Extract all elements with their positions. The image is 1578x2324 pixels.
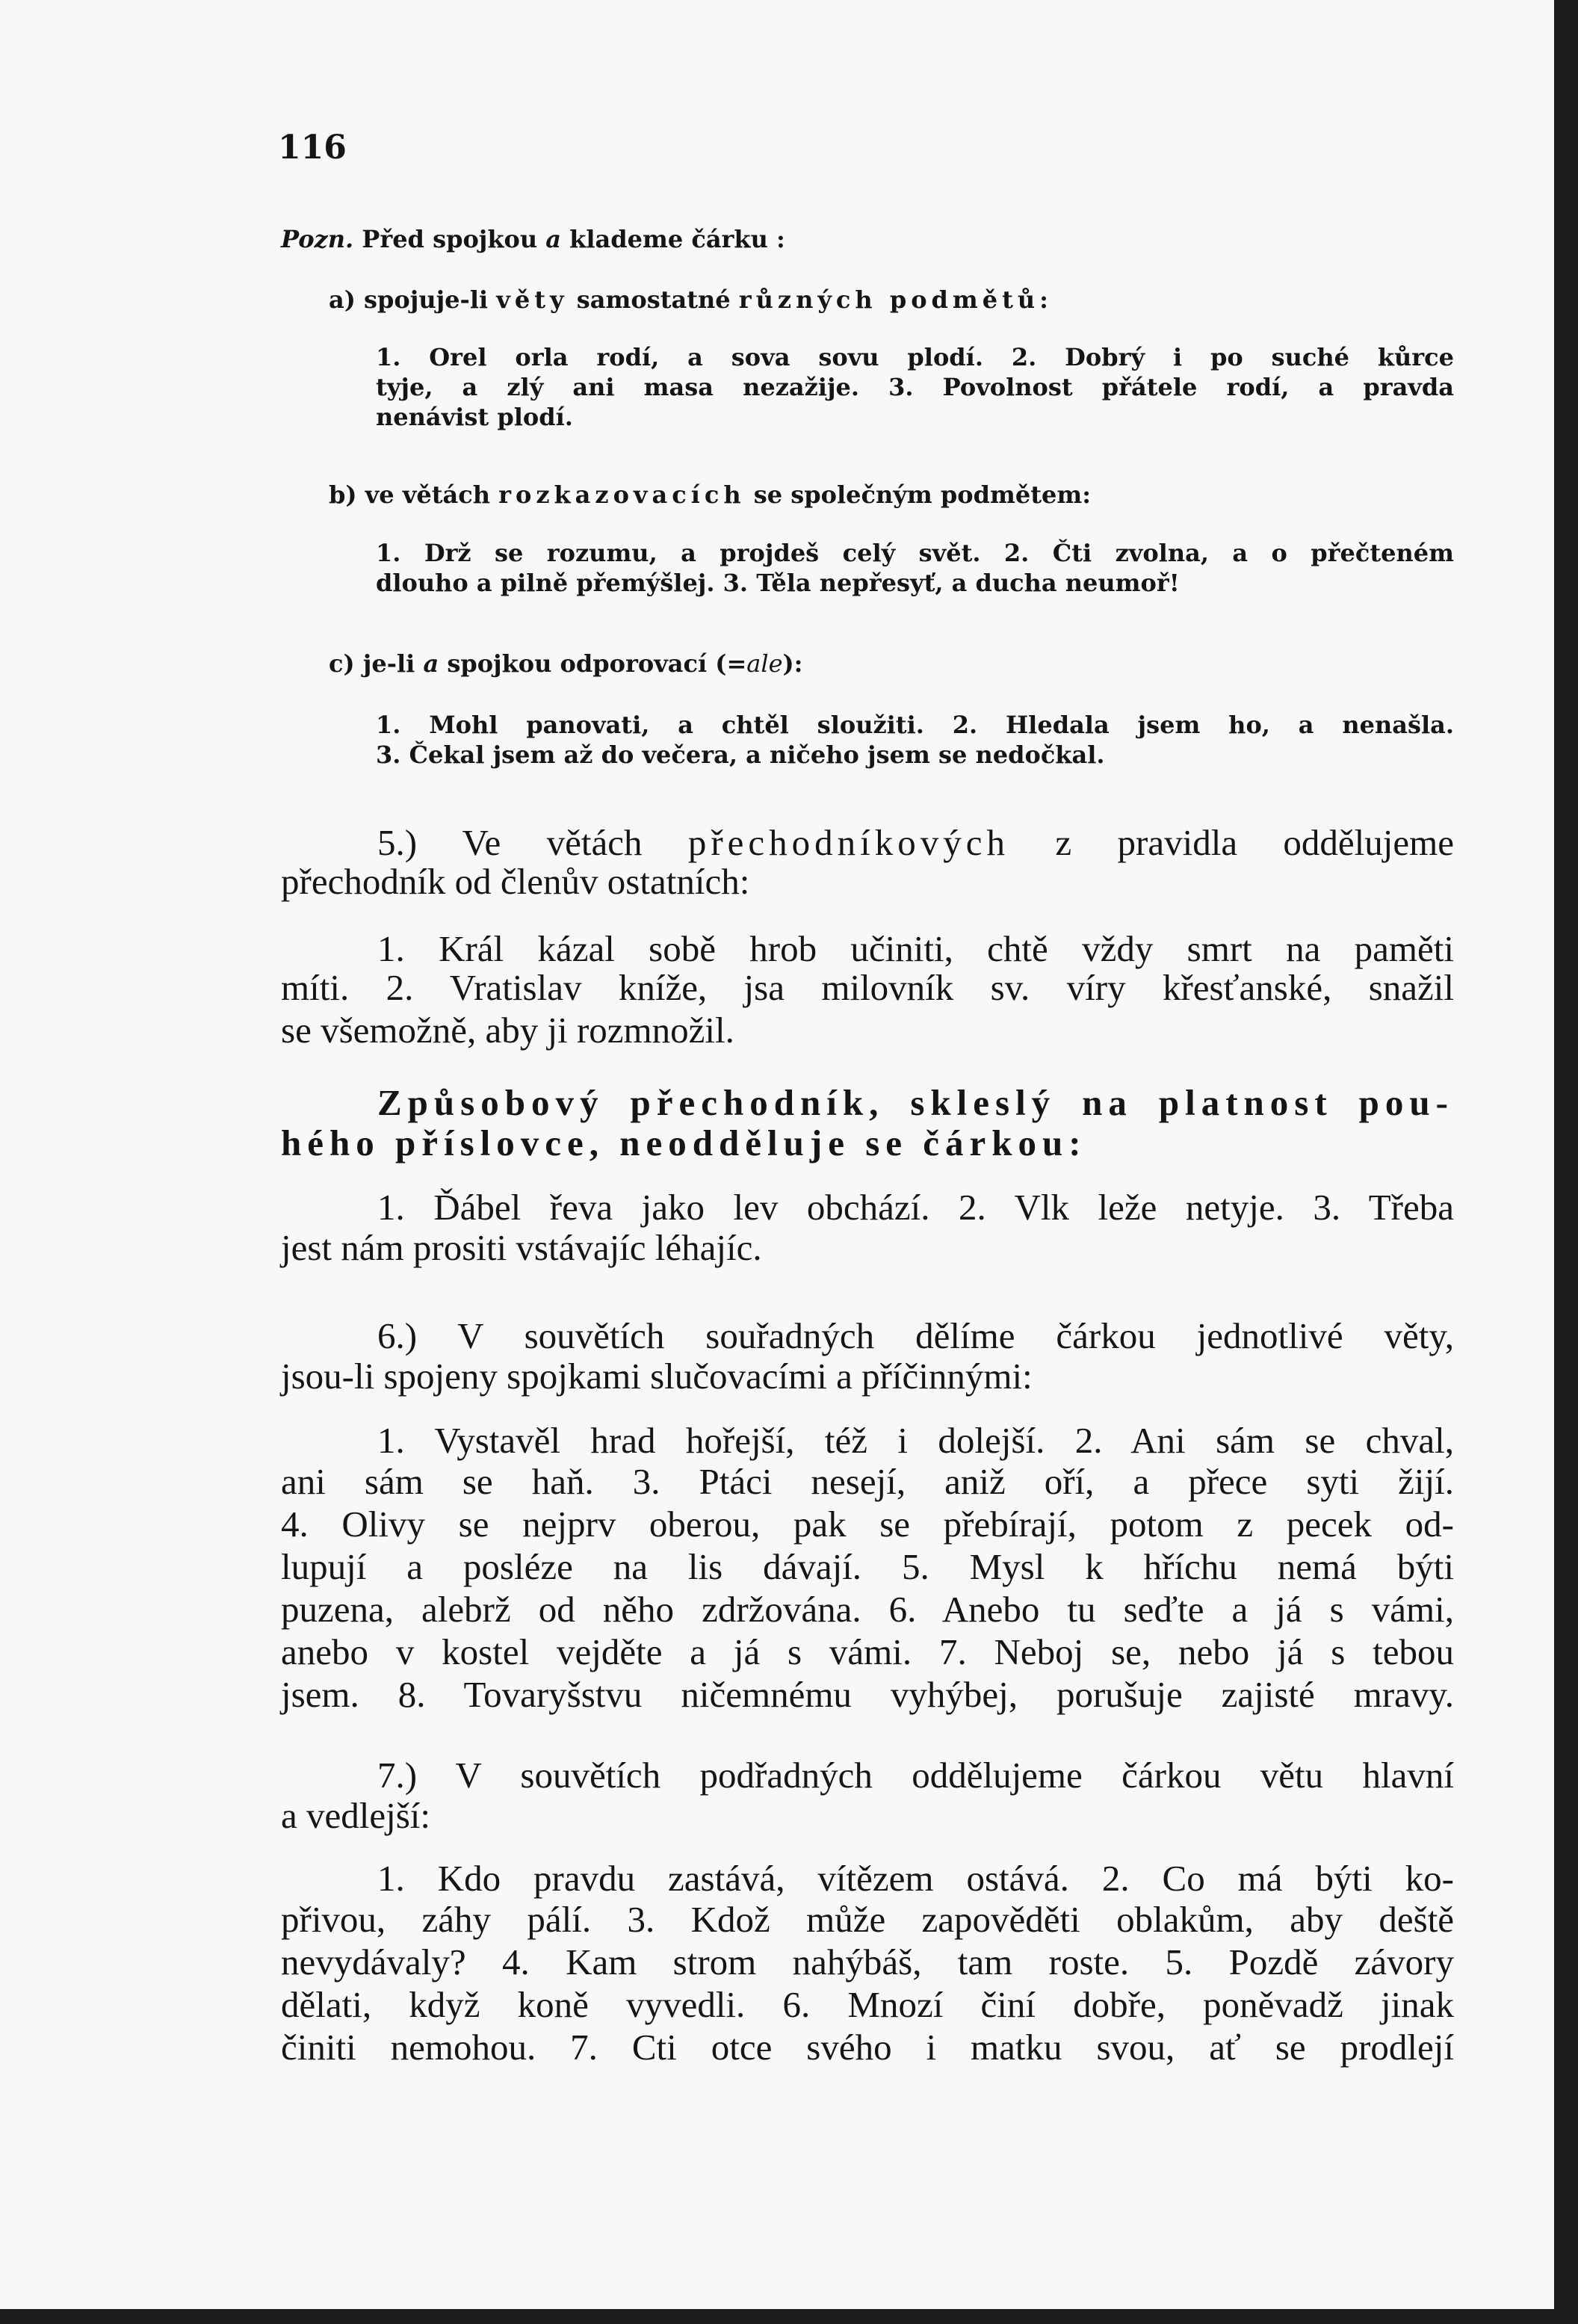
example-line: přivou, záhy pálí. 3. Kdož může zapověděti oblakům, aby deště <box>281 1899 1454 1940</box>
rule-b-examples <box>376 538 1454 568</box>
example-line: anebo v kostel vejděte a já s vámi. 7. Neboj se, nebo já s tebou <box>281 1631 1454 1672</box>
section-5-examples <box>281 966 1454 1051</box>
section-6-intro-text: 6.) V souvětích souřadných dělíme čárkou jednotlivé věty, <box>377 1315 1454 1356</box>
example-line: 1. Vystavěl hrad hořejší, též i dolejší. 2. Ani sám se chval, <box>377 1420 1454 1461</box>
example-line: činiti nemohou. 7. Cti otce svého i matku svou, ať se prodlejí <box>281 2027 1454 2068</box>
section-5-rule-text: hého příslovce, neodděluje se čárkou: <box>281 1122 1087 1163</box>
section-5-intro-text: přechodník od členův ostatních: <box>281 861 750 902</box>
example-line: 3. Čekal jsem až do večera, a ničeho jsem se nedočkal. <box>376 741 1105 769</box>
example-line: jest nám prositi vstávajíc léhajíc. <box>281 1227 762 1268</box>
rule-a-mid: samostatné <box>576 285 731 314</box>
section-6-intro-line-2 <box>281 1354 1454 1398</box>
section-5-examples-first <box>377 927 1454 971</box>
example-line: 1. Kdo pravdu zastává, vítězem ostává. 2. Co má býti ko- <box>377 1858 1454 1899</box>
note-conjunction: a <box>545 225 562 253</box>
note-text-before: Před spojkou <box>362 225 538 253</box>
example-line: 1. Mohl panovati, a chtěl sloužiti. 2. Hledala jsem ho, a nenašla. <box>376 711 1454 739</box>
section-7-intro-line-2 <box>281 1793 1454 1838</box>
section-6-examples <box>281 1460 1454 1716</box>
example-line: nevydávaly? 4. Kam strom nahýbáš, tam roste. 5. Pozdě závory <box>281 1941 1454 1982</box>
section-5-rule-line-2 <box>281 1121 1454 1165</box>
section-5-suffix: z pravidla oddělujeme <box>1055 822 1455 863</box>
section-7-examples <box>281 1898 1454 2068</box>
section-6-examples-first <box>377 1418 1454 1462</box>
rule-c-examples <box>376 710 1454 740</box>
example-line: ani sám se haň. 3. Ptáci nesejí, aniž oří, a přece syti žijí. <box>281 1461 1454 1502</box>
example-line: tyje, a zlý ani masa nezažije. 3. Povolnost přátele rodí, a pravda <box>376 373 1454 401</box>
note-text-after: klademe čárku : <box>569 225 785 253</box>
section-6-intro-text: jsou-li spojeny spojkami slučovacími a příčinnými: <box>281 1356 1033 1397</box>
example-line: 1. Ďábel řeva jako lev obchází. 2. Vlk leže netyje. 3. Třeba <box>377 1187 1454 1228</box>
rule-b-examples-2 <box>376 568 1454 598</box>
example-line: 1. Král kázal sobě hrob učiniti, chtě vždy smrt na paměti <box>377 928 1454 969</box>
example-line: se všemožně, aby ji rozmnožil. <box>281 1010 734 1051</box>
section-5-spaced: přechodníkových <box>687 822 1010 863</box>
section-5-examples-2-first <box>377 1185 1454 1229</box>
section-5-examples-2 <box>281 1226 1454 1270</box>
rule-c-heading <box>329 649 1502 679</box>
example-line: 1. Orel orla rodí, a sova sovu plodí. 2. Dobrý i po suché kůrce <box>376 343 1454 371</box>
example-line: lupují a posléze na lis dávají. 5. Mysl k hříchu nemá býti <box>281 1546 1454 1587</box>
example-line: dělati, když koně vyvedli. 6. Mnozí činí dobře, poněvadž jinak <box>281 1984 1454 2025</box>
section-5-intro-line-2 <box>281 859 1454 903</box>
example-line: 4. Olivy se nejprv oberou, pak se přebírají, potom z pecek od- <box>281 1504 1454 1545</box>
rule-c-prefix: c) je-li <box>329 649 415 678</box>
page-number: 116 <box>278 129 347 167</box>
example-line: míti. 2. Vratislav kníže, jsa milovník sv. víry křesťanské, snažil <box>281 967 1454 1008</box>
rule-a-heading <box>329 285 1502 315</box>
example-line: dlouho a pilně přemýšlej. 3. Těla nepřesyť, a ducha neumoř! <box>376 569 1180 597</box>
section-5-intro-line-1 <box>377 820 1454 865</box>
rule-a-examples-2 <box>376 372 1454 432</box>
rule-b-suffix: se společným podmětem: <box>753 480 1091 509</box>
section-5-intro-row <box>377 820 1454 865</box>
section-5-prefix: 5.) Ve větách <box>377 822 643 863</box>
rule-c-conjunction: a <box>423 649 439 678</box>
note-heading <box>281 224 1454 254</box>
section-7-intro-text: 7.) V souvětích podřadných oddělujeme čárkou větu hlavní <box>377 1755 1454 1796</box>
example-line: puzena, alebrž od něho zdržována. 6. Anebo tu seďte a já s vámi, <box>281 1589 1454 1630</box>
rule-a-spaced-2: různých podmětů: <box>738 285 1053 314</box>
section-5-rule-text: Způsobový přechodník, skleslý na platnost pou- <box>377 1082 1454 1123</box>
rule-a-spaced-1: věty <box>496 285 569 314</box>
section-7-intro-text: a vedlejší: <box>281 1795 431 1836</box>
note-label: Pozn. <box>281 225 354 253</box>
section-6-intro-line-1 <box>377 1314 1454 1358</box>
section-5-rule-line-1 <box>377 1081 1454 1125</box>
example-line: nenávist plodí. <box>376 403 573 431</box>
example-line: jsem. 8. Tovaryšstvu ničemnému vyhýbej, porušuje zajisté mravy. <box>281 1674 1454 1715</box>
section-7-examples-first <box>377 1856 1454 1900</box>
rule-b-prefix: b) ve větách <box>329 480 490 509</box>
rule-c-mid: spojkou odporovací (= <box>447 649 747 678</box>
rule-c-suffix: ): <box>782 649 803 678</box>
rule-b-spaced: rozkazovacích <box>498 480 746 509</box>
rule-b-heading <box>329 480 1502 510</box>
rule-a-examples <box>376 342 1454 372</box>
rule-c-ale: ale <box>746 649 783 678</box>
section-7-intro-line-1 <box>377 1753 1454 1797</box>
example-line: 1. Drž se rozumu, a projdeš celý svět. 2. Čti zvolna, a o přečteném <box>376 539 1454 567</box>
rule-c-examples-2 <box>376 740 1454 770</box>
rule-a-prefix: a) spojuje-li <box>329 285 489 314</box>
